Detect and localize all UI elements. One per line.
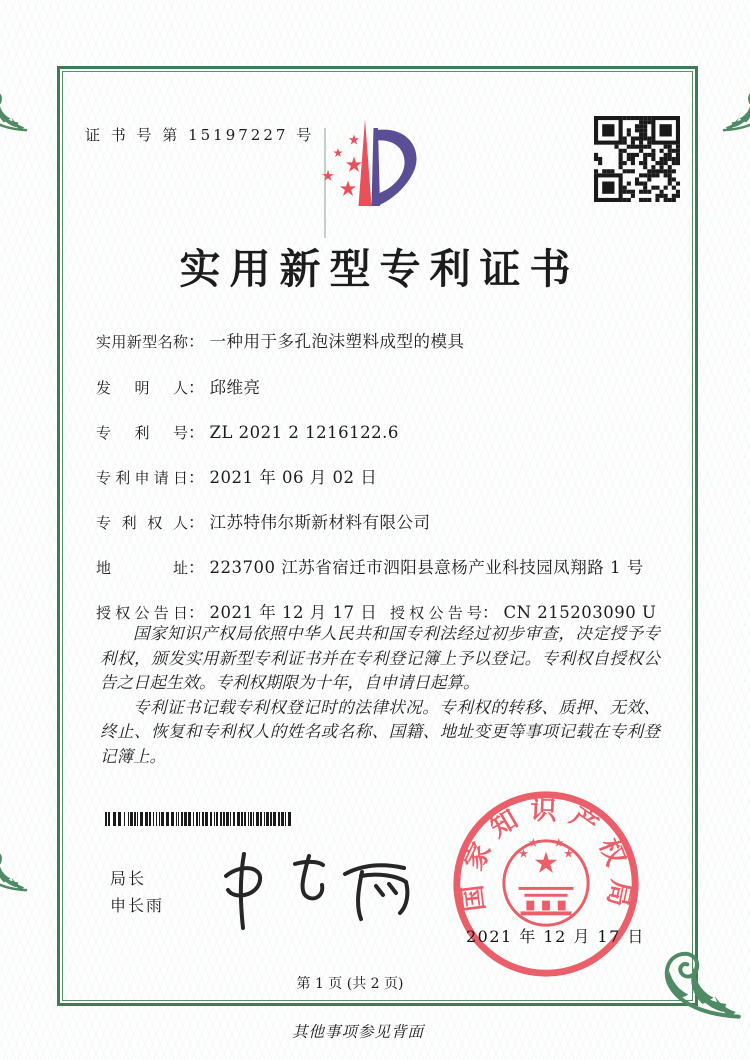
field-label: 授权公告日 bbox=[96, 604, 188, 622]
legal-paragraph-1: 国家知识产权局依照中华人民共和国专利法经过初步审查，决定授予专利权，颁发实用新型专利证书并在专利登记簿上予以登记。专利权自授权公告之日起生效。专利权期限为十年，自申请日起算。 bbox=[100, 624, 660, 692]
director-handwritten-signature bbox=[210, 846, 425, 931]
colon: ： bbox=[188, 378, 205, 397]
field-label: 专利号 bbox=[96, 424, 188, 442]
official-seal bbox=[448, 786, 644, 982]
edge-flourish-top-left bbox=[0, 76, 28, 134]
certificate-title: 实用新型专利证书 bbox=[179, 245, 580, 293]
field-value: 一种用于多孔泡沫塑料成型的模具 bbox=[209, 332, 465, 351]
field-utility-model-name bbox=[96, 328, 465, 352]
field-label: 专利权人 bbox=[96, 514, 188, 532]
colon: ： bbox=[188, 513, 205, 532]
field-label: 实用新型名称 bbox=[96, 333, 188, 351]
field-inventor bbox=[96, 374, 261, 398]
back-side-note: 其他事项参见背面 bbox=[291, 1023, 424, 1041]
field-value: 江苏特伟尔斯新材料有限公司 bbox=[209, 513, 431, 532]
field-filing-date bbox=[96, 464, 377, 488]
colon: ： bbox=[188, 603, 205, 622]
barcode bbox=[105, 812, 295, 826]
edge-flourish-top-right bbox=[722, 76, 750, 134]
field-value: 2021 年 12 月 17 日 bbox=[209, 603, 378, 622]
field-grant-number bbox=[390, 599, 656, 623]
field-label: 专利申请日 bbox=[96, 469, 188, 487]
field-label: 地址 bbox=[96, 559, 188, 577]
page-number: 第 1 页 (共 2 页) bbox=[296, 976, 404, 992]
field-address bbox=[96, 554, 644, 578]
seal-ring-text: 国家知识产权局 bbox=[455, 794, 637, 920]
colon: ： bbox=[188, 558, 205, 577]
field-value: 2021 年 06 月 02 日 bbox=[209, 468, 378, 487]
cnipa-logo-icon bbox=[300, 110, 450, 240]
corner-flourish-bottom-right bbox=[642, 928, 747, 1023]
qr-code bbox=[594, 116, 680, 202]
field-patentee bbox=[96, 509, 431, 533]
field-label: 授权公告号 bbox=[390, 604, 482, 622]
field-value: 邱维亮 bbox=[209, 378, 261, 397]
colon: ： bbox=[482, 603, 499, 622]
field-grant-date bbox=[96, 599, 666, 623]
director-name: 申长雨 bbox=[110, 896, 165, 915]
field-patent-number bbox=[96, 419, 399, 443]
edge-flourish-bottom-left bbox=[0, 836, 28, 894]
seal-date: 2021 年 12 月 17 日 bbox=[466, 927, 645, 946]
field-value: CN 215203090 U bbox=[503, 603, 657, 622]
director-title: 局长 bbox=[110, 869, 147, 888]
colon: ： bbox=[188, 332, 205, 351]
legal-paragraph-2: 专利证书记载专利权登记时的法律状况。专利权的转移、质押、无效、终止、恢复和专利权人的姓名或名称、国籍、地址变更等事项记载在专利登记簿上。 bbox=[100, 697, 660, 766]
colon: ： bbox=[188, 423, 205, 442]
legal-text-block bbox=[100, 622, 660, 769]
field-value: 223700 江苏省宿迁市泗阳县意杨产业科技园凤翔路 1 号 bbox=[209, 558, 644, 577]
colon: ： bbox=[188, 468, 205, 487]
field-value: ZL 2021 2 1216122.6 bbox=[209, 423, 399, 442]
field-label: 发明人 bbox=[96, 379, 188, 397]
certificate-number: 证 书 号 第 15197227 号 bbox=[85, 126, 315, 144]
